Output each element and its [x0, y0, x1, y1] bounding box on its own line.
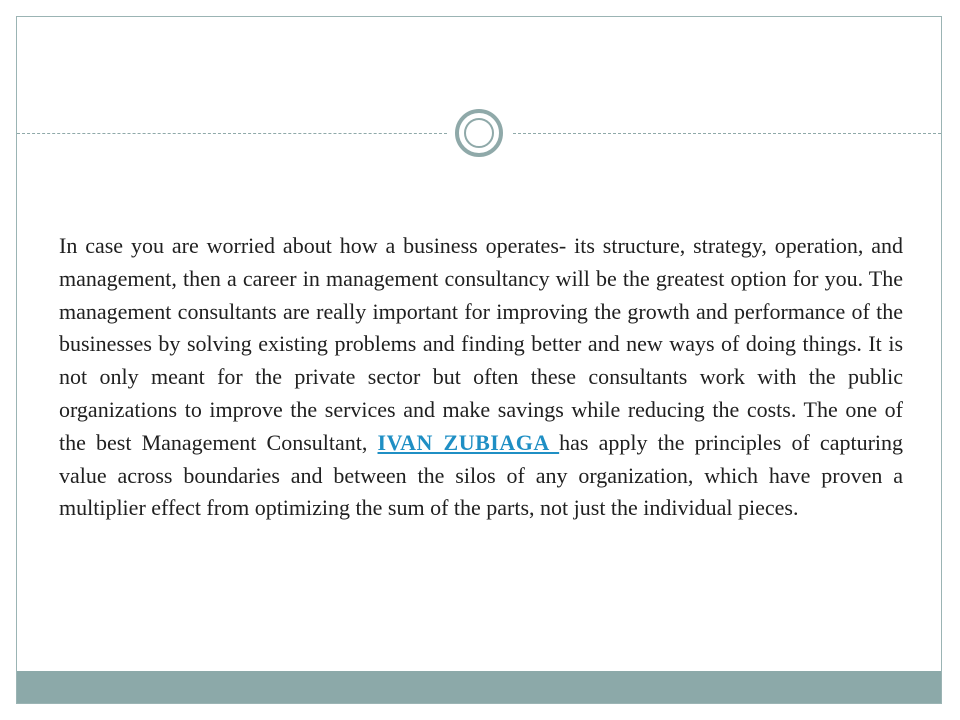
circle-ornament-inner: [464, 118, 494, 148]
footer-bar: [17, 671, 941, 703]
body-text-before-link: In case you are worried about how a business operates- its structure, strategy, operation, and management, then a career in management consultancy will be the greatest option for you. The management consultants are really important for improving the growth and performance of the businesses by solving existing problems and finding better and new ways of doing things. It is not only meant for the private sector but often these consultants work with the public organizations to improve the services and make savings while reducing the costs. The one of the best Management Consultant,: [59, 233, 903, 455]
divider-line-left: [17, 133, 447, 134]
body-text-after-link: has apply the principles of capturing value across boundaries and between the silos of any organization, which have proven a multiplier effect from optimizing the sum of the parts, not just the individual pieces.: [59, 429, 904, 521]
divider-line-right: [513, 133, 941, 134]
circle-ornament-icon: [455, 109, 503, 157]
body-paragraph: [59, 230, 903, 525]
consultant-name-link[interactable]: IVAN ZUBIAGA: [377, 429, 560, 455]
